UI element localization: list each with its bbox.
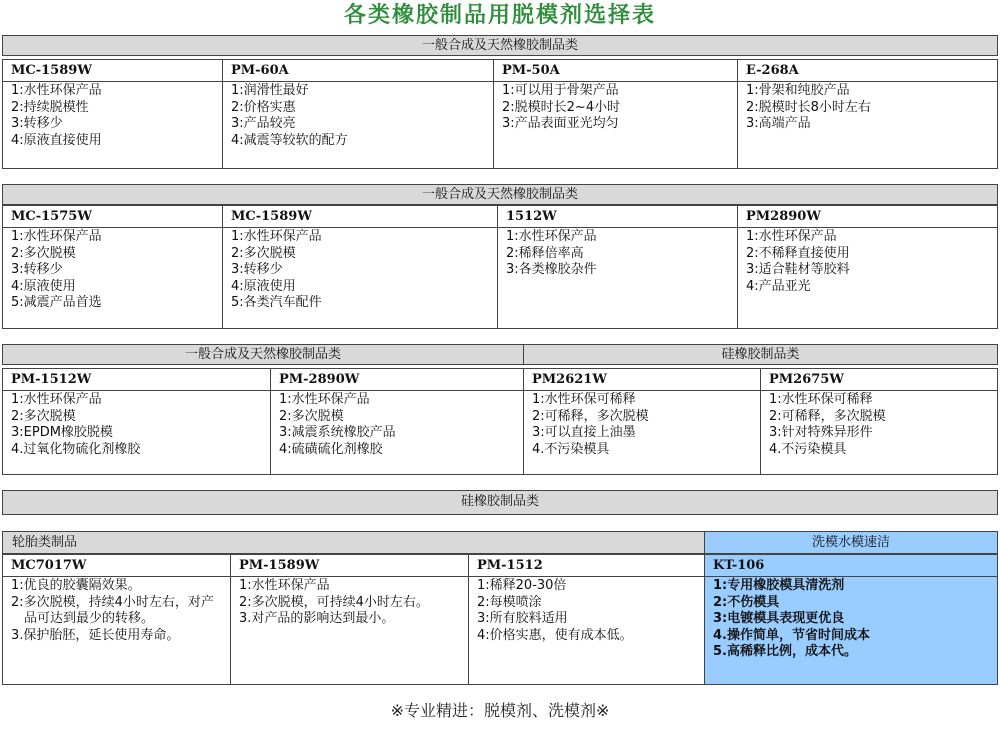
feature-item: 3:所有胶料适用 [477, 611, 568, 626]
feature-item: 2:脱模时长2~4小时 [502, 99, 621, 115]
footer-slogan: ※专业精进：脱模剂、洗模剂※ [390, 701, 610, 720]
feature-list [761, 391, 997, 474]
feature-item: 2:不伤模具 [713, 594, 780, 610]
product-cell [497, 205, 738, 329]
feature-item: 2:价格实惠 [231, 99, 296, 115]
feature-item: 3:转移少 [11, 262, 63, 277]
feature-item: 3.对产品的影响达到最小。 [239, 611, 395, 626]
feature-item: 3:针对特殊异形件 [769, 425, 873, 440]
product-name: MC-1589W [223, 206, 497, 228]
feature-item: 3:可以直接上油墨 [532, 425, 636, 440]
feature-item: 3:EPDM橡胶脱模 [11, 425, 113, 440]
feature-item: 2:可稀释，多次脱模 [532, 408, 649, 424]
product-cell [468, 554, 705, 685]
feature-item: 4:原液使用 [11, 278, 76, 294]
feature-list [738, 82, 997, 168]
feature-item: 3:转移少 [231, 262, 283, 277]
feature-item: 4:产品亚光 [746, 278, 811, 294]
product-cell [523, 368, 761, 475]
product-name: PM-1589W [231, 555, 468, 577]
product-name: PM-60A [223, 60, 493, 82]
product-name: 1512W [498, 206, 737, 228]
feature-item: 3:产品表面亚光均匀 [502, 116, 619, 131]
product-cell [493, 59, 738, 169]
feature-item: 3:各类橡胶杂件 [506, 262, 597, 277]
product-cell [230, 554, 469, 685]
product-name: E-268A [738, 60, 997, 82]
feature-item: 4:减震等较软的配方 [231, 132, 348, 148]
feature-item: 5.高稀释比例，成本代。 [713, 644, 857, 659]
product-name: MC-1575W [3, 206, 222, 228]
product-name: PM2675W [761, 369, 997, 391]
feature-item: 1:水性环保产品 [11, 392, 102, 407]
feature-list [3, 577, 230, 684]
product-name: PM2621W [524, 369, 760, 391]
feature-list [3, 391, 270, 474]
feature-item: 2:稀释倍率高 [506, 245, 584, 261]
feature-item: 1:水性环保产品 [231, 229, 322, 244]
product-name: PM-1512W [3, 369, 270, 391]
feature-list [223, 82, 493, 168]
product-name: KT-106 [705, 555, 997, 577]
feature-item: 2:多次脱模，持续4小时左右，对产品可达到最少的转移。 [11, 594, 214, 626]
product-cell [760, 368, 998, 475]
feature-item: 4.过氧化物硫化剂橡胶 [11, 441, 141, 457]
feature-list [3, 228, 222, 328]
section-4-header: 硅橡胶制品类 [2, 490, 998, 515]
feature-item: 4:价格实惠，使有成本低。 [477, 627, 633, 643]
feature-item: 4.不污染模具 [769, 441, 847, 457]
feature-item: 3:电镀模具表现更优良 [713, 611, 845, 626]
feature-item: 1:水性环保可稀释 [769, 392, 873, 407]
product-cell [737, 205, 998, 329]
product-name: PM-1512 [469, 555, 704, 577]
feature-item: 4:硫磺硫化剂橡胶 [279, 441, 383, 457]
product-cell [222, 59, 494, 169]
feature-item: 1:水性环保产品 [506, 229, 597, 244]
feature-item: 1:水性环保产品 [239, 578, 330, 593]
section-3-header-right: 硅橡胶制品类 [523, 344, 998, 365]
feature-item: 2:每模喷涂 [477, 594, 542, 610]
feature-list [705, 577, 997, 684]
feature-list [223, 228, 497, 328]
feature-list [524, 391, 760, 474]
feature-item: 2:多次脱模 [11, 245, 76, 261]
section-2-header: 一般合成及天然橡胶制品类 [2, 184, 998, 205]
feature-item: 1:润滑性最好 [231, 83, 309, 98]
feature-list [231, 577, 468, 684]
product-cell [270, 368, 524, 475]
feature-item: 1:优良的胶囊隔效果。 [11, 578, 141, 593]
feature-item: 4:原液使用 [231, 278, 296, 294]
feature-item: 2:多次脱模 [231, 245, 296, 261]
feature-item: 1:水性环保可稀释 [532, 392, 636, 407]
section-1-header: 一般合成及天然橡胶制品类 [2, 35, 998, 56]
feature-list [494, 82, 737, 168]
product-name: PM-50A [494, 60, 737, 82]
product-name: MC7017W [3, 555, 230, 577]
feature-item: 1:可以用于骨架产品 [502, 83, 619, 98]
feature-item: 4:原液直接使用 [11, 132, 102, 148]
feature-item: 1:稀释20-30倍 [477, 578, 567, 593]
product-cell [222, 205, 498, 329]
feature-list [738, 228, 997, 328]
feature-item: 4.不污染模具 [532, 441, 610, 457]
feature-list [3, 82, 222, 168]
feature-item: 2:可稀释，多次脱模 [769, 408, 886, 424]
feature-item: 1:专用橡胶模具清洗剂 [713, 578, 845, 593]
product-cell [737, 59, 998, 169]
product-name: MC-1589W [3, 60, 222, 82]
feature-item: 3:产品较亮 [231, 116, 296, 131]
product-cell [2, 554, 231, 685]
feature-item: 2:持续脱模性 [11, 99, 89, 115]
section-3-header-left: 一般合成及天然橡胶制品类 [2, 344, 524, 365]
feature-list [469, 577, 704, 684]
product-cell [2, 205, 223, 329]
feature-item: 2:不稀释直接使用 [746, 245, 850, 261]
product-cell [2, 59, 223, 169]
feature-item: 1:水性环保产品 [11, 229, 102, 244]
feature-item: 5:减震产品首选 [11, 295, 102, 310]
feature-item: 2:多次脱模 [11, 408, 76, 424]
feature-item: 3.保护胎胚，延长使用寿命。 [11, 627, 180, 643]
feature-item: 5:各类汽车配件 [231, 295, 322, 310]
feature-item: 3:转移少 [11, 116, 63, 131]
product-name: PM2890W [738, 206, 997, 228]
feature-item: 1:骨架和纯胶产品 [746, 83, 850, 98]
product-cell-highlight [704, 554, 998, 685]
product-name: PM-2890W [271, 369, 523, 391]
feature-list [498, 228, 737, 328]
feature-item: 2:多次脱模，可持续4小时左右。 [239, 594, 429, 610]
feature-item: 1:水性环保产品 [11, 83, 102, 98]
page-title: 各类橡胶制品用脱模剂选择表 [343, 2, 656, 28]
feature-item: 2:多次脱模 [279, 408, 344, 424]
section-5-header-right: 洗模水模速洁 [704, 531, 998, 554]
feature-item: 3:适合鞋材等胶料 [746, 262, 850, 277]
product-cell [2, 368, 271, 475]
feature-list [271, 391, 523, 474]
section-5-header-left: 轮胎类制品 [2, 531, 705, 554]
feature-item: 1:水性环保产品 [746, 229, 837, 244]
feature-item: 3:减震系统橡胶产品 [279, 425, 396, 440]
feature-item: 3:高端产品 [746, 116, 811, 131]
feature-item: 2:脱模时长8小时左右 [746, 99, 871, 115]
feature-item: 1:水性环保产品 [279, 392, 370, 407]
feature-item: 4.操作简单，节省时间成本 [713, 627, 870, 643]
